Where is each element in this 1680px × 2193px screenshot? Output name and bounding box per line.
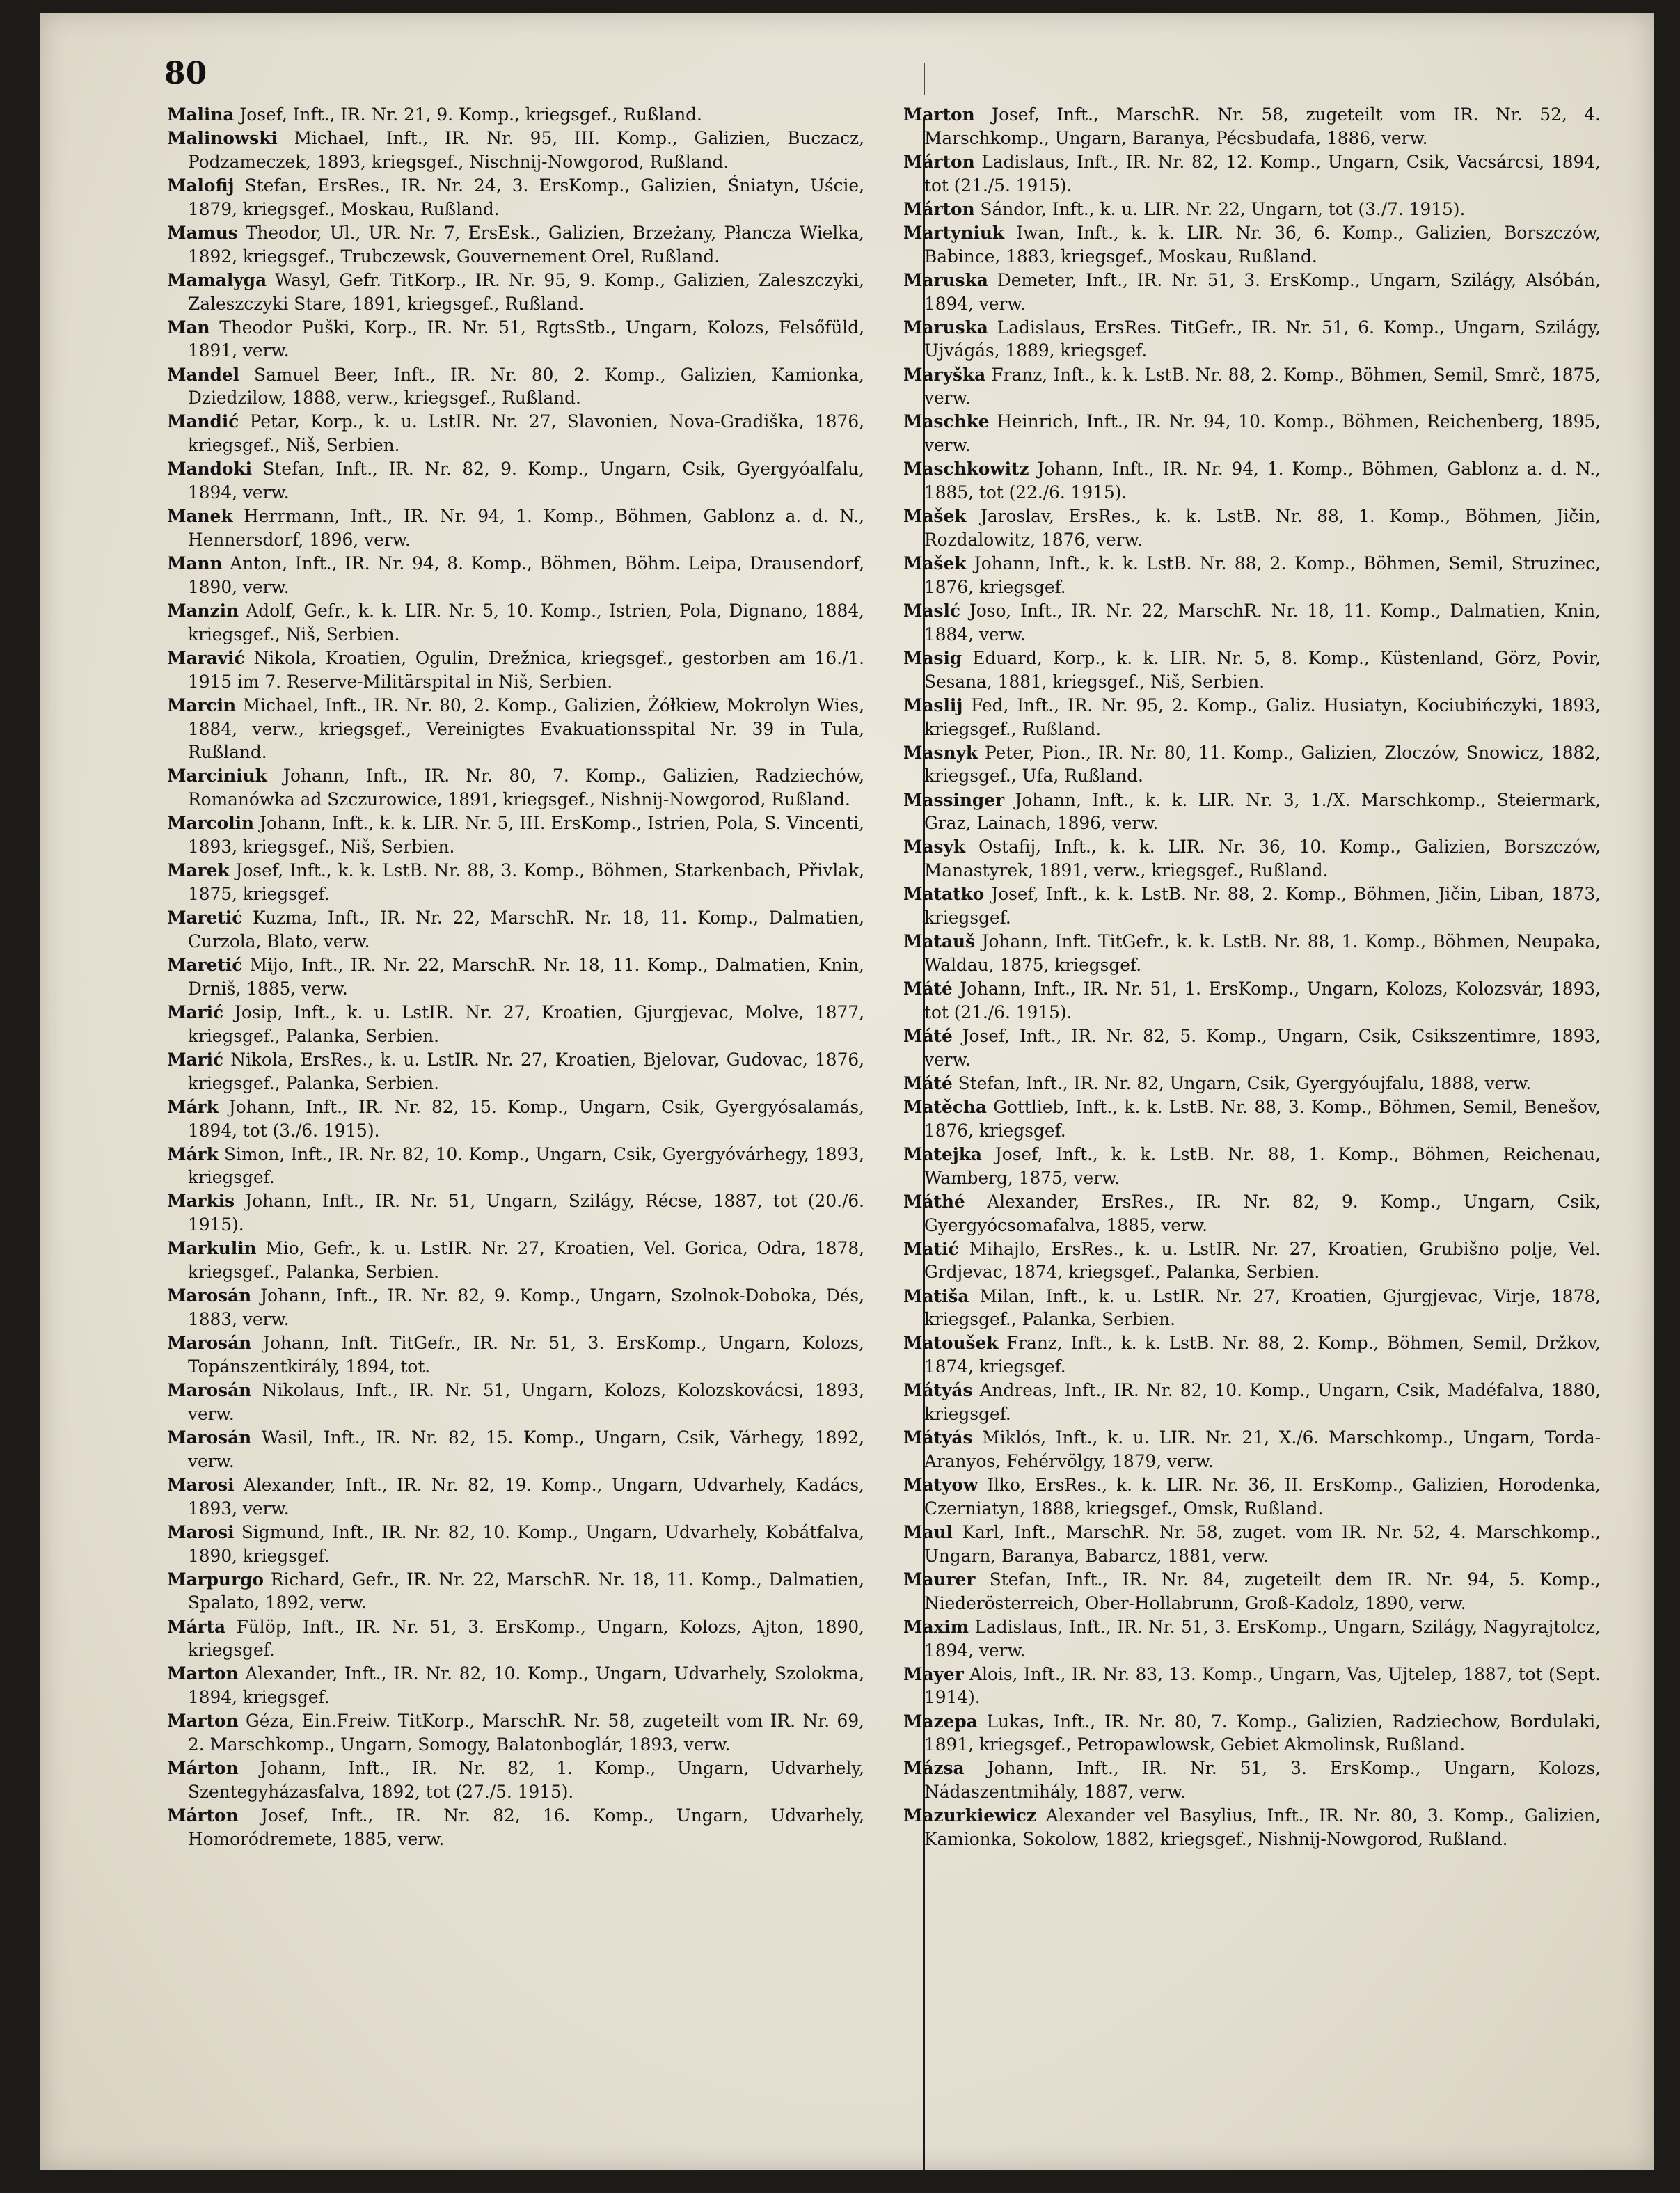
entry-surname: Mann bbox=[167, 553, 223, 574]
casualty-entry bbox=[903, 647, 1601, 694]
entry-details: Miklós, Inft., k. u. LIR. Nr. 21, X./6. Marschkomp., Ungarn, Torda-Aranyos, Fehérvölgy, 1879, verw. bbox=[924, 1427, 1601, 1472]
casualty-entry bbox=[903, 694, 1601, 741]
entry-details: Heinrich, Inft., IR. Nr. 94, 10. Komp., Böhmen, Reichenberg, 1895, verw. bbox=[924, 411, 1601, 456]
entry-details: Johann, Inft., IR. Nr. 51, 1. ErsKomp., Ungarn, Kolozs, Kolozsvár, 1893, tot (21./6. 1915). bbox=[924, 979, 1601, 1022]
entry-details: Johann, Inft., IR. Nr. 80, 7. Komp., Galizien, Radziechów, Romanówka ad Szczurowice, 1891, kriegsgef., Nishnij-Nowgorod, Rußland. bbox=[188, 766, 864, 810]
entry-surname: Matejka bbox=[903, 1143, 982, 1164]
casualty-entry bbox=[903, 1521, 1601, 1568]
entry-surname: Maschkowitz bbox=[903, 459, 1029, 480]
casualty-entry bbox=[167, 1757, 864, 1804]
entry-surname: Máté bbox=[903, 1072, 953, 1093]
entry-details: Franz, Inft., k. k. LstB. Nr. 88, 2. Komp., Böhmen, Semil, Držkov, 1874, kriegsgef. bbox=[924, 1333, 1601, 1377]
casualty-entry bbox=[167, 812, 864, 859]
entry-surname: Maretić bbox=[167, 955, 243, 976]
entry-surname: Marciniuk bbox=[167, 766, 267, 786]
casualty-entry bbox=[903, 1024, 1601, 1072]
entry-details: Josef, Inft., IR. Nr. 82, 5. Komp., Ungarn, Csik, Csikszentimre, 1893, verw. bbox=[924, 1026, 1601, 1070]
entry-surname: Manek bbox=[167, 506, 233, 527]
casualty-entry bbox=[167, 1001, 864, 1048]
entry-details: Josef, Inft., IR. Nr. 82, 16. Komp., Ungarn, Udvarhely, Homoródremete, 1885, verw. bbox=[188, 1805, 864, 1849]
casualty-entry bbox=[903, 1426, 1601, 1473]
entry-surname: Maruska bbox=[903, 317, 988, 338]
entry-details: Iwan, Inft., k. k. LIR. Nr. 36, 6. Komp., Galizien, Borszczów, Babince, 1883, kriegsgef., Moskau, Rußland. bbox=[924, 222, 1601, 267]
entry-surname: Máthé bbox=[903, 1191, 965, 1212]
casualty-entry bbox=[167, 1048, 864, 1095]
entry-surname: Maslć bbox=[903, 601, 960, 621]
entry-surname: Mamus bbox=[167, 222, 238, 243]
entry-surname: Marić bbox=[167, 1049, 224, 1070]
entry-surname: Marosán bbox=[167, 1333, 252, 1354]
entry-surname: Matatko bbox=[903, 884, 985, 905]
entry-details: Nikola, ErsRes., k. u. LstIR. Nr. 27, Kroatien, Bjelovar, Gudovac, 1876, kriegsgef., Palanka, Serbien. bbox=[188, 1049, 864, 1093]
entry-details: Stefan, Inft., IR. Nr. 82, Ungarn, Csik, Gyergyóujfalu, 1888, verw. bbox=[952, 1072, 1532, 1093]
casualty-entry bbox=[903, 150, 1601, 198]
entry-surname: Malina bbox=[167, 104, 235, 125]
casualty-entry bbox=[167, 269, 864, 316]
entry-surname: Marić bbox=[167, 1002, 224, 1022]
entry-details: Simon, Inft., IR. Nr. 82, 10. Komp., Ungarn, Csik, Gyergyóvárhegy, 1893, kriegsgef. bbox=[188, 1143, 864, 1188]
entry-details: Jaroslav, ErsRes., k. k. LstB. Nr. 88, 1. Komp., Böhmen, Jičin, Rozdalowitz, 1876, verw. bbox=[924, 506, 1601, 551]
entry-details: Franz, Inft., k. k. LstB. Nr. 88, 2. Komp., Böhmen, Semil, Smrč, 1875, verw. bbox=[924, 364, 1601, 409]
entry-details: Stefan, Inft., IR. Nr. 84, zugeteilt dem IR. Nr. 94, 5. Komp., Niederösterreich, Ober-Hollabrunn, Groß-Kadolz, 1890, verw. bbox=[924, 1569, 1601, 1613]
entry-surname: Marosán bbox=[167, 1285, 252, 1306]
casualty-entry bbox=[167, 505, 864, 552]
entry-details: Anton, Inft., IR. Nr. 94, 8. Komp., Böhmen, Böhm. Leipa, Drausendorf, 1890, verw. bbox=[188, 553, 864, 597]
casualty-entry bbox=[167, 647, 864, 694]
entry-surname: Márton bbox=[903, 198, 975, 219]
left-column bbox=[167, 103, 864, 1851]
casualty-entry bbox=[167, 1426, 864, 1473]
entry-surname: Maslij bbox=[903, 695, 963, 715]
entry-details: Ostafij, Inft., k. k. LIR. Nr. 36, 10. Komp., Galizien, Borszczów, Manastyrek, 1891, verw., kriegsgef., Rußland. bbox=[924, 837, 1601, 881]
casualty-entry bbox=[903, 1190, 1601, 1237]
entry-details: Johann, Inft., k. k. LIR. Nr. 3, 1./X. Marschkomp., Steiermark, Graz, Lainach, 1896, verw. bbox=[924, 789, 1601, 834]
entry-surname: Márk bbox=[167, 1143, 219, 1164]
casualty-entry bbox=[167, 1284, 864, 1331]
entry-details: Adolf, Gefr., k. k. LIR. Nr. 5, 10. Komp., Istrien, Pola, Dignano, 1884, kriegsgef., Niš, Serbien. bbox=[188, 601, 864, 644]
casualty-entry bbox=[167, 1143, 864, 1190]
casualty-entry bbox=[903, 1568, 1601, 1615]
casualty-entry bbox=[903, 363, 1601, 411]
entry-details: Alexander, Inft., IR. Nr. 82, 19. Komp., Ungarn, Udvarhely, Kadács, 1893, verw. bbox=[188, 1474, 864, 1519]
entry-surname: Marosán bbox=[167, 1427, 252, 1448]
casualty-entry bbox=[903, 552, 1601, 599]
entry-details: Josef, Inft., MarschR. Nr. 58, zugeteilt vom IR. Nr. 52, 4. Marschkomp., Ungarn, Baranya, Pécsbudafa, 1886, verw. bbox=[924, 104, 1601, 148]
entry-surname: Malinowski bbox=[167, 128, 278, 149]
entry-surname: Máté bbox=[903, 1026, 953, 1047]
casualty-entry bbox=[167, 1189, 864, 1237]
entry-surname: Matauš bbox=[903, 931, 976, 952]
entry-surname: Marton bbox=[167, 1663, 239, 1684]
casualty-entry bbox=[167, 1615, 864, 1663]
entry-surname: Marcin bbox=[167, 695, 237, 715]
casualty-entry bbox=[903, 1072, 1601, 1095]
entry-details: Ladislaus, ErsRes. TitGefr., IR. Nr. 51, 6. Komp., Ungarn, Szilágy, Ujvágás, 1889, kriegsgef. bbox=[924, 317, 1601, 361]
entry-details: Stefan, ErsRes., IR. Nr. 24, 3. ErsKomp., Galizien, Śniatyn, Uście, 1879, kriegsgef., Moskau, Rußland. bbox=[188, 175, 864, 219]
casualty-entry bbox=[903, 1095, 1601, 1143]
entry-details: Michael, Inft., IR. Nr. 80, 2. Komp., Galizien, Żółkiew, Mokrolyn Wies, 1884, verw., kriegsgef., Vereinigtes Evakuationsspital Nr. 39 in Tula, Rußland. bbox=[188, 695, 864, 763]
entry-surname: Man bbox=[167, 317, 210, 338]
entry-surname: Mátyás bbox=[903, 1380, 973, 1401]
entry-surname: Matěcha bbox=[903, 1097, 987, 1117]
casualty-entry bbox=[167, 599, 864, 647]
casualty-entry bbox=[903, 1237, 1601, 1285]
entry-details: Johann, Inft., IR. Nr. 82, 15. Komp., Ungarn, Csik, Gyergyósalamás, 1894, tot (3./6. 1915). bbox=[188, 1096, 864, 1141]
casualty-entry bbox=[903, 1804, 1601, 1851]
entry-details: Sándor, Inft., k. u. LIR. Nr. 22, Ungarn, tot (3./7. 1915). bbox=[974, 198, 1466, 219]
column-divider-top bbox=[924, 63, 925, 95]
entry-surname: Marton bbox=[903, 104, 975, 125]
entry-details: Mijo, Inft., IR. Nr. 22, MarschR. Nr. 18, 11. Komp., Dalmatien, Knin, Drniš, 1885, verw. bbox=[188, 955, 864, 999]
entry-surname: Mašek bbox=[903, 506, 967, 527]
entry-details: Mihajlo, ErsRes., k. u. LstIR. Nr. 27, Kroatien, Grubišno polje, Vel. Grdjevac, 1874, kriegsgef., Palanka, Serbien. bbox=[924, 1238, 1601, 1283]
casualty-entry bbox=[167, 174, 864, 221]
entry-surname: Márton bbox=[167, 1758, 239, 1779]
casualty-entry bbox=[167, 694, 864, 764]
casualty-entry bbox=[167, 103, 864, 127]
entry-details: Ladislaus, Inft., IR. Nr. 51, 3. ErsKomp., Ungarn, Szilágy, Nagyrajtolcz, 1894, verw. bbox=[924, 1616, 1601, 1661]
entry-details: Eduard, Korp., k. k. LIR. Nr. 5, 8. Komp., Küstenland, Görz, Povir, Sesana, 1881, kriegsgef., Niš, Serbien. bbox=[924, 647, 1601, 692]
entry-details: Peter, Pion., IR. Nr. 80, 11. Komp., Galizien, Zloczów, Snowicz, 1882, kriegsgef., Ufa, Rußland. bbox=[924, 742, 1601, 786]
entry-surname: Maurer bbox=[903, 1569, 976, 1590]
entry-surname: Matić bbox=[903, 1238, 959, 1259]
casualty-entry bbox=[903, 882, 1601, 930]
casualty-entry bbox=[903, 1757, 1601, 1804]
entry-details: Johann, Inft. TitGefr., k. k. LstB. Nr. 88, 1. Komp., Böhmen, Neupaka, Waldau, 1875, kriegsgef. bbox=[924, 931, 1601, 976]
entry-details: Stefan, Inft., IR. Nr. 82, 9. Komp., Ungarn, Csik, Gyergyóalfalu, 1894, verw. bbox=[188, 459, 864, 503]
entry-details: Nikola, Kroatien, Ogulin, Drežnica, kriegsgef., gestorben am 16./1. 1915 im 7. Reserve-Militärspital in Niš, Serbien. bbox=[188, 647, 864, 692]
entry-details: Johann, Inft., IR. Nr. 94, 1. Komp., Böhmen, Gablonz a. d. N., 1885, tot (22./6. 1915). bbox=[924, 459, 1601, 503]
entry-surname: Maretić bbox=[167, 908, 243, 928]
casualty-entry bbox=[167, 221, 864, 269]
entry-details: Géza, Ein.Freiw. TitKorp., MarschR. Nr. 58, zugeteilt vom IR. Nr. 69, 2. Marschkomp., Ungarn, Somogy, Balatonboglár, 1893, verw. bbox=[188, 1711, 864, 1755]
entry-details: Josef, Inft., k. k. LstB. Nr. 88, 1. Komp., Böhmen, Reichenau, Wamberg, 1875, verw. bbox=[924, 1143, 1601, 1188]
entry-details: Theodor, Ul., UR. Nr. 7, ErsEsk., Galizien, Brzeżany, Płancza Wielka, 1892, kriegsgef., Trubczewsk, Gouvernement Orel, Rußland. bbox=[188, 222, 864, 267]
entry-details: Fed, Inft., IR. Nr. 95, 2. Komp., Galiz. Husiatyn, Kociubińczyki, 1893, kriegsgef., Rußland. bbox=[924, 695, 1601, 739]
entry-details: Alexander, ErsRes., IR. Nr. 82, 9. Komp., Ungarn, Csik, Gyergyócsomafalva, 1885, verw. bbox=[924, 1191, 1601, 1235]
casualty-entry bbox=[903, 977, 1601, 1024]
casualty-entry bbox=[903, 1379, 1601, 1426]
entry-surname: Marosi bbox=[167, 1521, 235, 1542]
entry-details: Josef, Inft., IR. Nr. 21, 9. Komp., kriegsgef., Rußland. bbox=[234, 104, 702, 125]
casualty-entry bbox=[167, 410, 864, 457]
entry-surname: Maul bbox=[903, 1522, 953, 1543]
casualty-entry bbox=[903, 741, 1601, 789]
casualty-entry bbox=[167, 552, 864, 599]
casualty-entry bbox=[903, 835, 1601, 882]
entry-surname: Maschke bbox=[903, 411, 990, 432]
entry-details: Sigmund, Inft., IR. Nr. 82, 10. Komp., Ungarn, Udvarhely, Kobátfalva, 1890, kriegsgef. bbox=[188, 1521, 864, 1566]
entry-surname: Marton bbox=[167, 1711, 239, 1732]
entry-surname: Masig bbox=[903, 647, 962, 668]
entry-details: Alois, Inft., IR. Nr. 83, 13. Komp., Ungarn, Vas, Ujtelep, 1887, tot (Sept. 1914). bbox=[924, 1663, 1601, 1708]
entry-details: Johann, Inft., IR. Nr. 51, Ungarn, Szilágy, Récse, 1887, tot (20./6. 1915). bbox=[188, 1191, 864, 1235]
entry-details: Milan, Inft., k. u. LstIR. Nr. 27, Kroatien, Gjurgjevac, Virje, 1878, kriegsgef., Palanka, Serbien. bbox=[924, 1285, 1601, 1330]
entry-surname: Márton bbox=[903, 151, 975, 172]
casualty-entry bbox=[903, 1143, 1601, 1190]
entry-surname: Marek bbox=[167, 860, 230, 881]
casualty-entry bbox=[167, 1709, 864, 1757]
entry-surname: Massinger bbox=[903, 789, 1005, 810]
entry-surname: Mamalyga bbox=[167, 269, 267, 290]
entry-details: Petar, Korp., k. u. LstIR. Nr. 27, Slavonien, Nova-Gradiška, 1876, kriegsgef., Niš, Serbien. bbox=[188, 411, 864, 456]
casualty-entry bbox=[167, 316, 864, 363]
entry-details: Ladislaus, Inft., IR. Nr. 82, 12. Komp., Ungarn, Csik, Vacsárcsi, 1894, tot (21./5. 1915). bbox=[924, 151, 1601, 196]
casualty-entry bbox=[167, 1379, 864, 1426]
casualty-entry bbox=[903, 1663, 1601, 1710]
casualty-entry bbox=[167, 1804, 864, 1851]
casualty-entry bbox=[903, 789, 1601, 836]
entry-surname: Matoušek bbox=[903, 1333, 999, 1354]
casualty-entry bbox=[903, 269, 1601, 316]
entry-details: Josef, Inft., k. k. LstB. Nr. 88, 3. Komp., Böhmen, Starkenbach, Přivlak, 1875, kriegsgef. bbox=[188, 860, 864, 905]
entry-details: Josef, Inft., k. k. LstB. Nr. 88, 2. Komp., Böhmen, Jičin, Liban, 1873, kriegsgef. bbox=[924, 884, 1601, 928]
entry-surname: Marosán bbox=[167, 1380, 252, 1401]
entry-details: Samuel Beer, Inft., IR. Nr. 80, 2. Komp., Galizien, Kamionka, Dziedzilow, 1888, verw., kriegsgef., Rußland. bbox=[188, 364, 864, 409]
casualty-entry bbox=[903, 316, 1601, 363]
entry-details: Fülöp, Inft., IR. Nr. 51, 3. ErsKomp., Ungarn, Kolozs, Ajton, 1890, kriegsgef. bbox=[188, 1616, 864, 1661]
entry-surname: Malofij bbox=[167, 175, 235, 196]
entry-surname: Mandić bbox=[167, 411, 239, 432]
entry-surname: Martyniuk bbox=[903, 222, 1005, 243]
entry-details: Kuzma, Inft., IR. Nr. 22, MarschR. Nr. 18, 11. Komp., Dalmatien, Curzola, Blato, verw. bbox=[188, 908, 864, 951]
entry-surname: Maxim bbox=[903, 1616, 969, 1637]
entry-surname: Marpurgo bbox=[167, 1569, 264, 1590]
entry-surname: Márta bbox=[167, 1616, 226, 1637]
entry-surname: Markulin bbox=[167, 1238, 257, 1259]
entry-surname: Markis bbox=[167, 1191, 235, 1212]
entry-details: Johann, Inft., k. k. LstB. Nr. 88, 2. Komp., Böhmen, Semil, Struzinec, 1876, kriegsgef. bbox=[924, 553, 1601, 597]
entry-surname: Matyow bbox=[903, 1475, 978, 1496]
entry-surname: Maravić bbox=[167, 647, 245, 668]
entry-surname: Mátyás bbox=[903, 1427, 973, 1448]
casualty-entry bbox=[903, 198, 1601, 221]
casualty-entry bbox=[903, 1285, 1601, 1332]
entry-details: Alexander vel Basylius, Inft., IR. Nr. 80, 3. Komp., Galizien, Kamionka, Sokolow, 1882, kriegsgef., Nishnij-Nowgorod, Rußland. bbox=[924, 1805, 1601, 1850]
entry-surname: Mandel bbox=[167, 364, 240, 385]
entry-surname: Maruska bbox=[903, 269, 988, 290]
entry-details: Michael, Inft., IR. Nr. 95, III. Komp., Galizien, Buczacz, Podzameczek, 1893, kriegsgef., Nischnij-Nowgorod, Rußland. bbox=[188, 128, 864, 172]
entry-details: Demeter, Inft., IR. Nr. 51, 3. ErsKomp., Ungarn, Szilágy, Alsóbán, 1894, verw. bbox=[924, 269, 1601, 314]
entry-surname: Matiša bbox=[903, 1285, 969, 1306]
entry-details: Johann, Inft., IR. Nr. 82, 9. Komp., Ungarn, Szolnok-Doboka, Dés, 1883, verw. bbox=[188, 1285, 864, 1330]
entry-details: Johann, Inft., IR. Nr. 82, 1. Komp., Ungarn, Udvarhely, Szentegyházasfalva, 1892, tot (27./5. 1915). bbox=[188, 1758, 864, 1802]
casualty-entry bbox=[903, 599, 1601, 647]
casualty-entry bbox=[903, 1331, 1601, 1379]
entry-surname: Maryška bbox=[903, 364, 986, 385]
casualty-entry bbox=[167, 953, 864, 1001]
entry-details: Josip, Inft., k. u. LstIR. Nr. 27, Kroatien, Gjurgjevac, Molve, 1877, kriegsgef., Palanka, Serbien. bbox=[188, 1002, 864, 1046]
entry-details: Andreas, Inft., IR. Nr. 82, 10. Komp., Ungarn, Csik, Madéfalva, 1880, kriegsgef. bbox=[924, 1380, 1601, 1425]
entry-surname: Márton bbox=[167, 1805, 239, 1826]
entry-surname: Marosi bbox=[167, 1474, 235, 1495]
casualty-entry bbox=[903, 1710, 1601, 1757]
entry-surname: Masnyk bbox=[903, 742, 978, 763]
casualty-entry bbox=[903, 930, 1601, 977]
right-column bbox=[903, 103, 1601, 1851]
casualty-entry bbox=[903, 1473, 1601, 1521]
casualty-entry bbox=[167, 1095, 864, 1143]
entry-details: Nikolaus, Inft., IR. Nr. 51, Ungarn, Kolozs, Kolozskovácsi, 1893, verw. bbox=[188, 1380, 864, 1424]
casualty-entry bbox=[167, 764, 864, 812]
page-number: 80 bbox=[164, 56, 207, 91]
casualty-entry bbox=[903, 1615, 1601, 1663]
entry-details: Johann, Inft., IR. Nr. 51, 3. ErsKomp., Ungarn, Kolozs, Nádaszentmihály, 1887, verw. bbox=[924, 1758, 1601, 1803]
entry-details: Gottlieb, Inft., k. k. LstB. Nr. 88, 3. Komp., Böhmen, Semil, Benešov, 1876, kriegsgef. bbox=[924, 1097, 1601, 1141]
entry-surname: Mandoki bbox=[167, 459, 253, 480]
entry-details: Theodor Puški, Korp., IR. Nr. 51, RgtsStb., Ungarn, Kolozs, Felsőfüld, 1891, verw. bbox=[188, 317, 864, 361]
casualty-entry bbox=[167, 1331, 864, 1379]
casualty-entry bbox=[167, 457, 864, 505]
casualty-entry bbox=[167, 1521, 864, 1568]
casualty-entry bbox=[167, 1568, 864, 1615]
entry-details: Herrmann, Inft., IR. Nr. 94, 1. Komp., Böhmen, Gablonz a. d. N., Hennersdorf, 1896, verw. bbox=[188, 506, 864, 551]
entry-surname: Marcolin bbox=[167, 813, 255, 834]
entry-details: Alexander, Inft., IR. Nr. 82, 10. Komp., Ungarn, Udvarhely, Szolokma, 1894, kriegsgef. bbox=[188, 1663, 864, 1708]
entry-surname: Mázsa bbox=[903, 1758, 965, 1779]
entry-surname: Mayer bbox=[903, 1663, 964, 1684]
entry-surname: Mazurkiewicz bbox=[903, 1805, 1037, 1826]
casualty-entry bbox=[167, 1662, 864, 1709]
casualty-entry bbox=[167, 859, 864, 906]
entry-details: Karl, Inft., MarschR. Nr. 58, zuget. vom IR. Nr. 52, 4. Marschkomp., Ungarn, Baranya, Babarcz, 1881, verw. bbox=[924, 1522, 1601, 1566]
entry-details: Mio, Gefr., k. u. LstIR. Nr. 27, Kroatien, Vel. Gorica, Odra, 1878, kriegsgef., Palanka, Serbien. bbox=[188, 1238, 864, 1283]
casualty-entry bbox=[167, 127, 864, 174]
entry-surname: Mazepa bbox=[903, 1711, 978, 1732]
entry-details: Wasyl, Gefr. TitKorp., IR. Nr. 95, 9. Komp., Galizien, Zaleszczyki, Zaleszczyki Stare, 1891, kriegsgef., Rußland. bbox=[188, 269, 864, 314]
casualty-entry bbox=[903, 505, 1601, 552]
entry-surname: Mašek bbox=[903, 553, 967, 574]
entry-details: Joso, Inft., IR. Nr. 22, MarschR. Nr. 18, 11. Komp., Dalmatien, Knin, 1884, verw. bbox=[924, 601, 1601, 644]
casualty-entry bbox=[167, 1473, 864, 1521]
casualty-entry bbox=[167, 1237, 864, 1284]
entry-details: Johann, Inft., k. k. LIR. Nr. 5, III. ErsKomp., Istrien, Pola, S. Vincenti, 1893, kriegsgef., Niš, Serbien. bbox=[188, 813, 864, 857]
casualty-entry bbox=[903, 221, 1601, 269]
entry-surname: Manzin bbox=[167, 601, 239, 621]
entry-details: Johann, Inft. TitGefr., IR. Nr. 51, 3. ErsKomp., Ungarn, Kolozs, Topánszentkirály, 1894, tot. bbox=[188, 1333, 864, 1377]
entry-surname: Masyk bbox=[903, 837, 966, 857]
entry-surname: Máté bbox=[903, 979, 953, 999]
entry-details: Wasil, Inft., IR. Nr. 82, 15. Komp., Ungarn, Csik, Várhegy, 1892, verw. bbox=[188, 1427, 864, 1471]
casualty-entry bbox=[167, 906, 864, 953]
casualty-entry bbox=[903, 457, 1601, 505]
casualty-entry bbox=[903, 103, 1601, 150]
casualty-entry bbox=[903, 410, 1601, 457]
entry-surname: Márk bbox=[167, 1096, 219, 1117]
casualty-entry bbox=[167, 363, 864, 411]
entry-details: Ilko, ErsRes., k. k. LIR. Nr. 36, II. ErsKomp., Galizien, Horodenka, Czerniatyn, 1888, kriegsgef., Omsk, Rußland. bbox=[924, 1475, 1601, 1519]
entry-details: Lukas, Inft., IR. Nr. 80, 7. Komp., Galizien, Radziechow, Bordulaki, 1891, kriegsgef., Petropawlowsk, Gebiet Akmolinsk, Rußland. bbox=[924, 1711, 1601, 1755]
entry-details: Richard, Gefr., IR. Nr. 22, MarschR. Nr. 18, 11. Komp., Dalmatien, Spalato, 1892, verw. bbox=[188, 1569, 864, 1613]
